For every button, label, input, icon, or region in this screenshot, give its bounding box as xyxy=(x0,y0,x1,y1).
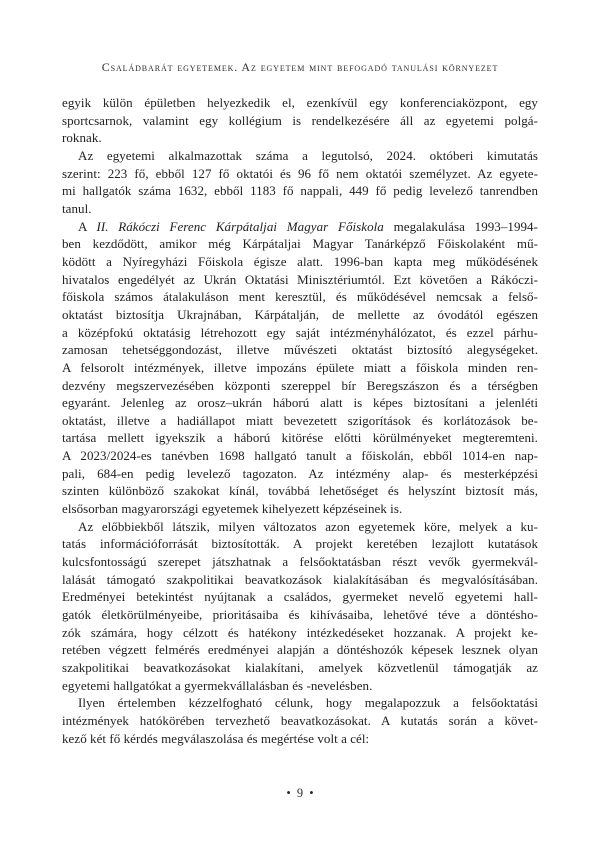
text-line xyxy=(62,447,538,465)
paragraph xyxy=(62,147,538,218)
paragraph xyxy=(62,694,538,747)
text-segment: oktatást, illetve a hadiállapot miatt bevezetett szigorítások és korlátozások be- xyxy=(62,412,538,428)
text-segment: hivatalos engedélyét az Ukrán Oktatási Minisztériumtól. Ezt követően a Rákóczi- xyxy=(62,271,538,287)
text-line xyxy=(62,235,538,253)
text-segment: megalakulása 1993–1994- xyxy=(383,218,538,234)
text-line xyxy=(62,147,538,165)
text-segment: szakpolitikai beavatkozásokat kialakítani, amelyek közvetlenül támogatják az xyxy=(62,660,538,675)
text-segment: zók számára, hogy célzott és hatékony intézkedéseket hozzanak. A projekt ke- xyxy=(62,624,538,640)
text-line xyxy=(62,341,538,359)
text-line xyxy=(62,412,538,430)
text-segment: lalását támogató szakpolitikai beavatkozások kialakításában és megvalósításában. xyxy=(62,571,538,587)
text-segment: egyetemi hallgatókat a gyermekvállalásban és -nevelésben. xyxy=(62,677,373,693)
text-line xyxy=(62,659,538,677)
text-segment: egyaránt. Jelenleg az orosz–ukrán háború alatt is képes biztosítani a jelenléti xyxy=(62,395,538,411)
text-segment: Az egyetemi alkalmazottak száma a legutolsó, 2024. októberi kimutatás xyxy=(78,147,538,163)
text-line xyxy=(62,394,538,412)
text-segment: kező két fő kérdés megválaszolása és megértése volt a cél: xyxy=(62,730,370,746)
text-segment: dezvény megszervezésében központi szereppel bír Beregszászon és a térségben xyxy=(62,377,538,393)
text-line xyxy=(62,218,538,236)
text-line xyxy=(62,465,538,483)
text-line xyxy=(62,165,538,183)
text-segment: gatók életkörülményeibe, prioritásaiba és kihívásaiba, lehetővé téve a döntésho- xyxy=(62,607,538,623)
text-segment: Ilyen értelemben kézzelfogható célunk, hogy megalapozzuk a felsőoktatási xyxy=(78,695,538,711)
paragraph xyxy=(62,218,538,518)
paragraph xyxy=(62,518,538,695)
text-segment: mi hallgatók száma 1632, ebből 1183 fő nappali, 449 fő pedig levelező tanrendben xyxy=(62,183,538,199)
text-line xyxy=(62,182,538,200)
text-line xyxy=(62,200,538,218)
text-line xyxy=(62,482,538,500)
running-header: Családbarát egyetemek. Az egyetem mint befogadó tanulási környezet xyxy=(101,60,499,74)
text-line xyxy=(62,624,538,642)
italic-text-segment: II. Rákóczi Ferenc Kárpátaljai Magyar Főiskola xyxy=(96,218,384,234)
text-segment: roknak. xyxy=(62,130,102,146)
text-line xyxy=(62,324,538,342)
text-line xyxy=(62,730,538,748)
text-line xyxy=(62,535,538,553)
text-line xyxy=(62,571,538,589)
text-segment: A xyxy=(78,218,97,234)
text-segment: szinten különböző szakokat kínál, továbbá lehetőséget és helyszínt biztosít más, xyxy=(62,483,538,499)
text-line xyxy=(62,712,538,730)
text-line xyxy=(62,694,538,712)
text-segment: A 2023/2024-es tanévben 1698 hallgató tanult a főiskolán, ebből 1014-en nap- xyxy=(62,448,538,464)
text-segment: elsősorban magyarországi egyetemek kihelyezett képzéseinek is. xyxy=(62,501,403,517)
text-segment: szerint: 223 fő, ebből 127 fő oktatói és 96 fő nem oktatói személyzet. Az egyete- xyxy=(62,165,538,181)
text-line xyxy=(62,641,538,659)
text-segment: tanul. xyxy=(62,200,92,216)
text-line xyxy=(62,129,538,147)
text-line xyxy=(62,359,538,377)
text-line xyxy=(62,94,538,112)
text-line xyxy=(62,588,538,606)
paragraph xyxy=(62,94,538,147)
text-segment: A felsorolt intézmények, illetve impozáns épülete miatt a főiskola minden ren- xyxy=(62,359,538,375)
text-line xyxy=(62,306,538,324)
text-segment: Az előbbiekből látszik, milyen változatos azon egyetemek köre, melyek a ku- xyxy=(78,518,538,534)
text-line xyxy=(62,112,538,130)
text-line xyxy=(62,377,538,395)
text-segment: retében végzett felmérés eredményei alapján a döntéshozók képesek lesznek olyan xyxy=(62,642,538,658)
text-segment: Eredményei betekintést nyújtanak a családos, gyermeket nevelő egyetemi hall- xyxy=(62,589,538,605)
text-segment: a középfokú oktatásig létrehozott egy saját intézményhálózatot, és ezzel párhu- xyxy=(62,324,538,340)
text-line xyxy=(62,500,538,518)
text-segment: sportcsarnok, valamint egy kollégium is rendelkezésére áll az egyetemi polgá- xyxy=(62,112,538,128)
text-line xyxy=(62,606,538,624)
text-segment: ben kezdődött, amikor még Kárpátaljai Magyar Tanárképző Főiskolaként mű- xyxy=(62,236,538,252)
text-segment: zamosan tehetséggondozást, illetve művészeti oktatást biztosító alegységeket. xyxy=(62,342,538,358)
text-segment: oktatást biztosítja Ukrajnában, Kárpátalján, de mellette az óvodától egészen xyxy=(62,306,538,322)
text-segment: tatás információforrását biztosították. A projekt keretében lezajlott kutatások xyxy=(62,536,538,552)
text-line xyxy=(62,288,538,306)
text-segment: ködött a Nyíregyházi Főiskola égisze alatt. 1996-ban kapta meg működésének xyxy=(62,253,538,269)
page-body-text xyxy=(62,94,538,747)
text-line xyxy=(62,271,538,289)
text-segment: intézmények hatókörében tervezhető beavatkozásokat. A kutatás során a követ- xyxy=(62,712,538,728)
text-segment: kulcsfontosságú szerepet játszhatnak a felsőoktatásban részt vevők gyermekvál- xyxy=(62,554,538,570)
text-line xyxy=(62,429,538,447)
text-line xyxy=(62,253,538,271)
text-segment: főiskola számos átalakuláson ment keresztül, és működésével nemcsak a felső- xyxy=(62,289,538,305)
text-line xyxy=(62,518,538,536)
text-line xyxy=(62,553,538,571)
text-segment: pali, 684-en pedig levelező tagozaton. Az intézmény alap- és mesterképzési xyxy=(62,465,538,481)
text-segment: tartása mellett igyekszik a háború kitörése előtti körülményeket megteremteni. xyxy=(62,430,538,446)
text-segment: egyik külön épületben helyezkedik el, ezenkívül egy konferenciaközpont, egy xyxy=(62,95,538,110)
text-line xyxy=(62,677,538,695)
page-number: • 9 • xyxy=(286,786,314,800)
